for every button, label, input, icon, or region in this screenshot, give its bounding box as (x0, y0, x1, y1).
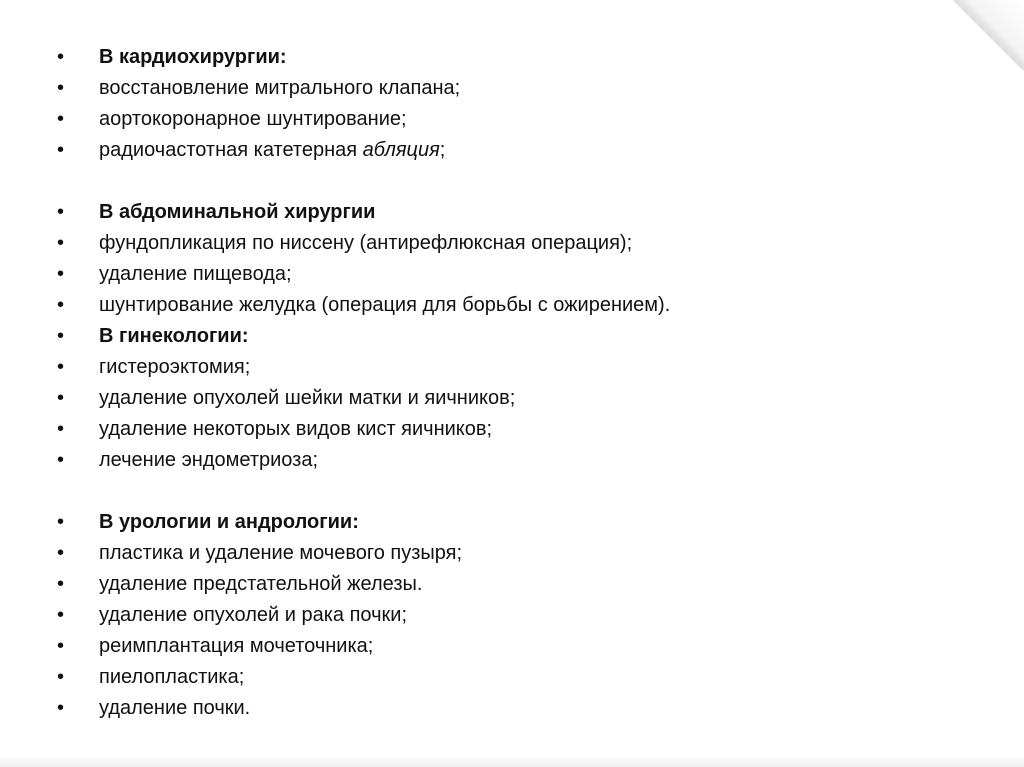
list-item (57, 135, 670, 166)
bullet-icon: • (57, 46, 65, 68)
section-heading (57, 321, 670, 352)
bullet-icon: • (57, 108, 65, 130)
item-text: В урологии и андрологии: (99, 511, 359, 533)
item-text: удаление опухолей шейки матки и яичников; (99, 387, 516, 409)
bullet-icon: • (57, 511, 65, 533)
list-item-text (99, 135, 445, 166)
list-item (57, 631, 670, 662)
list-item-text (99, 73, 460, 104)
list-item-text (99, 538, 462, 569)
item-text: удаление предстательной железы. (99, 573, 423, 595)
bullet-icon: • (57, 294, 65, 316)
bullet-icon: • (57, 139, 65, 161)
list-item (57, 662, 670, 693)
bullet-icon: • (57, 697, 65, 719)
section-heading-text (99, 321, 249, 352)
bullet-icon: • (57, 542, 65, 564)
item-text: удаление почки. (99, 697, 251, 719)
bullet-icon: • (57, 325, 65, 347)
item-text: В кардиохирургии: (99, 46, 287, 68)
list-item (57, 693, 670, 724)
list-item-text (99, 414, 492, 445)
bottom-shadow (0, 755, 1024, 767)
list-item (57, 259, 670, 290)
bullet-icon: • (57, 635, 65, 657)
list-item (57, 383, 670, 414)
list-item-text (99, 569, 422, 600)
section-heading (57, 507, 670, 538)
section-heading-text (99, 42, 287, 73)
bullet-icon: • (57, 356, 65, 378)
list-item-text (99, 600, 407, 631)
item-text: аортокоронарное шунтирование; (99, 108, 407, 130)
item-text: радиочастотная катетерная (99, 139, 363, 161)
item-text: пластика и удаление мочевого пузыря; (99, 542, 463, 564)
list-item (57, 352, 670, 383)
page-curl-decoration (954, 0, 1024, 70)
list-item (57, 290, 670, 321)
item-text: пиелопластика; (99, 666, 245, 688)
bullet-icon: • (57, 263, 65, 285)
section-heading (57, 197, 670, 228)
list-spacer (57, 166, 670, 197)
item-punctuation: ; (439, 139, 446, 161)
list-spacer (57, 476, 670, 507)
bullet-icon: • (57, 387, 65, 409)
item-text: реимплантация мочеточника; (99, 635, 374, 657)
item-italic-term: абляция (362, 139, 440, 161)
list-item (57, 73, 670, 104)
list-item-text (99, 259, 292, 290)
item-text: лечение эндометриоза; (99, 449, 319, 471)
section-heading-text (99, 197, 375, 228)
list-item-text (99, 693, 250, 724)
list-item (57, 228, 670, 259)
list-item (57, 414, 670, 445)
item-text: В абдоминальной хирургии (99, 201, 376, 223)
list-item (57, 445, 670, 476)
list-item-text (99, 104, 407, 135)
list-item (57, 104, 670, 135)
item-text: удаление пищевода; (99, 263, 292, 285)
item-text: гистероэктомия; (99, 356, 251, 378)
list-item-text (99, 352, 250, 383)
item-text: фундопликация по ниссену (антирефлюксная операция); (99, 232, 633, 254)
list-item (57, 600, 670, 631)
item-text: удаление опухолей и рака почки; (99, 604, 408, 626)
bullet-icon: • (57, 232, 65, 254)
item-text: шунтирование желудка (операция для борьбы с ожирением). (99, 294, 671, 316)
list-item-text (99, 383, 515, 414)
list-item-text (99, 631, 373, 662)
item-text: восстановление митрального клапана; (99, 77, 461, 99)
item-text: В гинекологии: (99, 325, 249, 347)
bullet-icon: • (57, 604, 65, 626)
bullet-list (57, 42, 670, 724)
bullet-icon: • (57, 201, 65, 223)
section-heading-text (99, 507, 359, 538)
list-item (57, 569, 670, 600)
bullet-icon: • (57, 666, 65, 688)
item-text: удаление некоторых видов кист яичников; (99, 418, 493, 440)
bullet-icon: • (57, 77, 65, 99)
list-item-text (99, 228, 632, 259)
list-item (57, 538, 670, 569)
list-item-text (99, 662, 244, 693)
bullet-icon: • (57, 418, 65, 440)
section-heading (57, 42, 670, 73)
bullet-icon: • (57, 573, 65, 595)
bullet-icon: • (57, 449, 65, 471)
list-item-text (99, 290, 670, 321)
list-item-text (99, 445, 318, 476)
